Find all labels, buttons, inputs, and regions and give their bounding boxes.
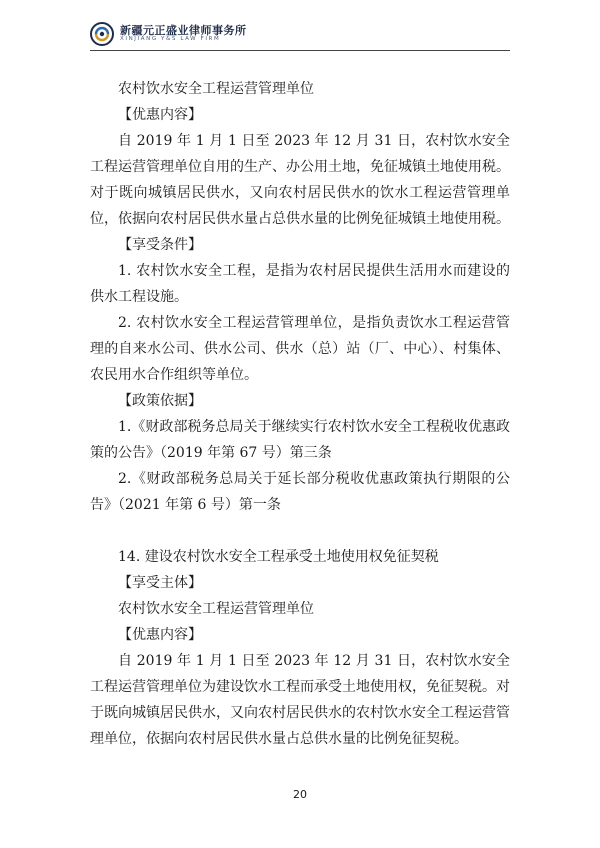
section13-basis-2: 2.《财政部税务总局关于延长部分税收优惠政策执行期限的公告》（2021 年第 6 号）第一条	[90, 471, 510, 513]
section13-basis-heading: 【政策依据】	[118, 393, 202, 409]
firm-logo-icon	[90, 22, 114, 46]
section13-condition-1: 1. 农村饮水安全工程，是指为农村居民提供生活用水而建设的供水工程设施。	[90, 263, 510, 305]
section13-content-text: 自 2019 年 1 月 1 日至 2023 年 12 月 31 日，农村饮水安全工程运营管理单位自用的生产、办公用土地，免征城镇土地使用税。对于既向城镇居民供水，又向农村居民供水的饮水工程运营管理单位，依据向农村居民供水量占总供水量的比例免征城镇土地使用税。	[90, 133, 510, 227]
firm-name-en: XINJIANG Y&S LAW FIRM	[120, 36, 221, 42]
firm-name-cn: 新疆元正盛业律师事务所	[120, 24, 247, 37]
header-divider	[90, 50, 510, 51]
section14-title: 14. 建设农村饮水安全工程承受土地使用权免征契税	[118, 549, 439, 565]
section13-condition-2: 2. 农村饮水安全工程运营管理单位，是指负责饮水工程运营管理的自来水公司、供水公司、供水（总）站（厂、中心）、村集体、农民用水合作组织等单位。	[90, 315, 510, 383]
section13-content-heading: 【优惠内容】	[118, 107, 202, 123]
page-number: 20	[293, 788, 307, 801]
section-spacer	[90, 518, 510, 544]
section14-subject-heading: 【享受主体】	[118, 575, 202, 591]
section13-subject: 农村饮水安全工程运营管理单位	[118, 81, 314, 97]
section14-content-heading: 【优惠内容】	[118, 627, 202, 643]
section13-basis-1: 1.《财政部税务总局关于继续实行农村饮水安全工程税收优惠政策的公告》（2019 年第 67 号）第三条	[90, 419, 510, 461]
document-body	[90, 76, 510, 752]
section14-content-text: 自 2019 年 1 月 1 日至 2023 年 12 月 31 日，农村饮水安全工程运营管理单位为建设饮水工程而承受土地使用权，免征契税。对于既向城镇居民供水，又向农村居民供水的农村饮水安全工程运营管理单位，依据向农村居民供水量占总供水量的比例免征契税。	[90, 653, 510, 747]
section14-subject: 农村饮水安全工程运营管理单位	[118, 601, 314, 617]
section13-conditions-heading: 【享受条件】	[118, 237, 202, 253]
